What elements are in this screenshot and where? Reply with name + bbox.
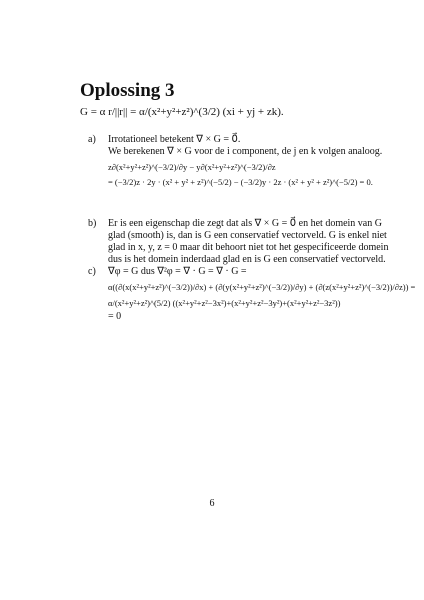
item-c-line-2: α((∂(x(x²+y²+z²)^(−3/2))/∂x) + (∂(y(x²+y²+z²)^(−3/2))/∂y) + (∂(z(x²+y²+z²)^(−3/2))/∂z)) = bbox=[108, 282, 416, 292]
item-b-line-3: glad in x, y, z = 0 maar dit behoort niet tot het gespecificeerde domein bbox=[108, 242, 389, 253]
item-b-label: b) bbox=[88, 218, 97, 229]
g-definition: G = α r/||r|| = α/(x²+y²+z²)^(3/2) (xi + yj + zk). bbox=[80, 106, 284, 118]
item-b-line-2: glad (smooth) is, dan is G een conservatief vectorveld. G is enkel niet bbox=[108, 230, 387, 241]
item-a-line-2: We berekenen ∇ × G voor de i component, de j en k volgen analoog. bbox=[108, 146, 383, 157]
item-a-line-3: z∂(x²+y²+z²)^(−3/2)/∂y − y∂(x²+y²+z²)^(−3/2)/∂z bbox=[108, 162, 276, 172]
section-heading: Oplossing 3 bbox=[80, 80, 175, 101]
item-a-line-4: = (−3/2)z · 2y · (x² + y² + z²)^(−5/2) − (−3/2)y · 2z · (x² + y² + z²)^(−5/2) = 0. bbox=[108, 177, 373, 187]
item-a bbox=[88, 134, 383, 188]
page-number: 6 bbox=[209, 498, 215, 509]
item-a-line-1: Irrotationeel betekent ∇ × G = 0⃗. bbox=[108, 134, 241, 145]
item-c-line-1: ∇φ = G dus ∇²φ = ∇ · G = ∇ · G = bbox=[108, 266, 247, 277]
item-a-label: a) bbox=[88, 134, 96, 145]
item-b bbox=[88, 218, 389, 266]
item-b-line-4: dus is het domein inderdaad glad en is G een conservatief vectorveld. bbox=[108, 254, 386, 265]
item-c-line-3: α/(x²+y²+z²)^(5/2) ((x²+y²+z²−3x²)+(x²+y²+z²−3y²)+(x²+y²+z²−3z²)) bbox=[108, 298, 341, 308]
item-c bbox=[88, 266, 416, 323]
item-c-label: c) bbox=[88, 266, 96, 277]
item-c-line-4: = 0 bbox=[108, 311, 122, 322]
item-b-line-1: Er is een eigenschap die zegt dat als ∇ × G = 0⃗ en het domein van G bbox=[108, 218, 382, 229]
